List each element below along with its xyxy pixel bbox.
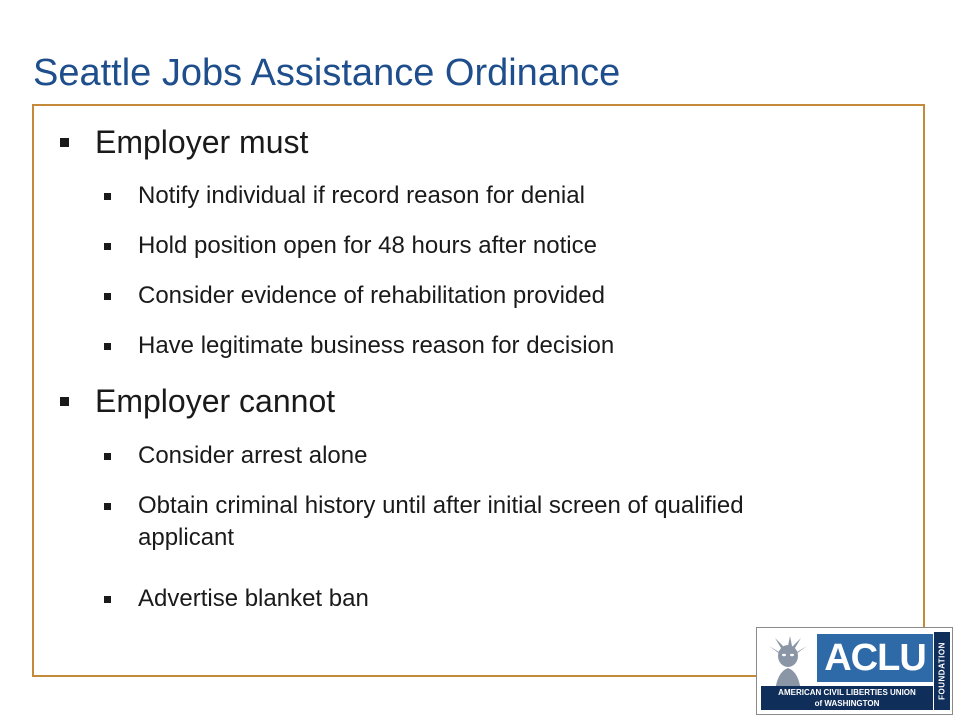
square-bullet-icon [60,397,69,406]
square-bullet-icon [104,293,111,300]
square-bullet-icon [104,243,111,250]
aclu-logo [756,627,953,715]
aclu-wordmark: ACLU [817,634,933,682]
logo-subtitle-line1: AMERICAN CIVIL LIBERTIES UNION [778,688,916,697]
section-heading-text: Employer cannot [95,383,336,419]
section-heading-text: Employer must [95,124,309,160]
logo-foundation-text: FOUNDATION [937,642,947,700]
list-item-text: Hold position open for 48 hours after notice [138,232,597,259]
list-item-text: Notify individual if record reason for denial [138,182,585,209]
square-bullet-icon [104,596,111,603]
square-bullet-icon [104,193,111,200]
square-bullet-icon [104,343,111,350]
slide-title: Seattle Jobs Assistance Ordinance [33,52,621,94]
square-bullet-icon [60,138,69,147]
square-bullet-icon [104,453,111,460]
list-item-text: Consider evidence of rehabilitation provided [138,282,605,309]
logo-foundation-strip [934,632,950,710]
list-item-text: Obtain criminal history until after initial screen of qualified applicant [138,492,744,551]
list-item-text: Have legitimate business reason for decision [138,332,615,359]
square-bullet-icon [104,503,111,510]
list-item-text: Advertise blanket ban [138,585,369,612]
logo-subtitle-line2: of WASHINGTON [814,699,880,708]
logo-subtitle [761,686,933,710]
statue-of-liberty-icon [761,632,815,692]
list-item-text: Consider arrest alone [138,442,368,469]
